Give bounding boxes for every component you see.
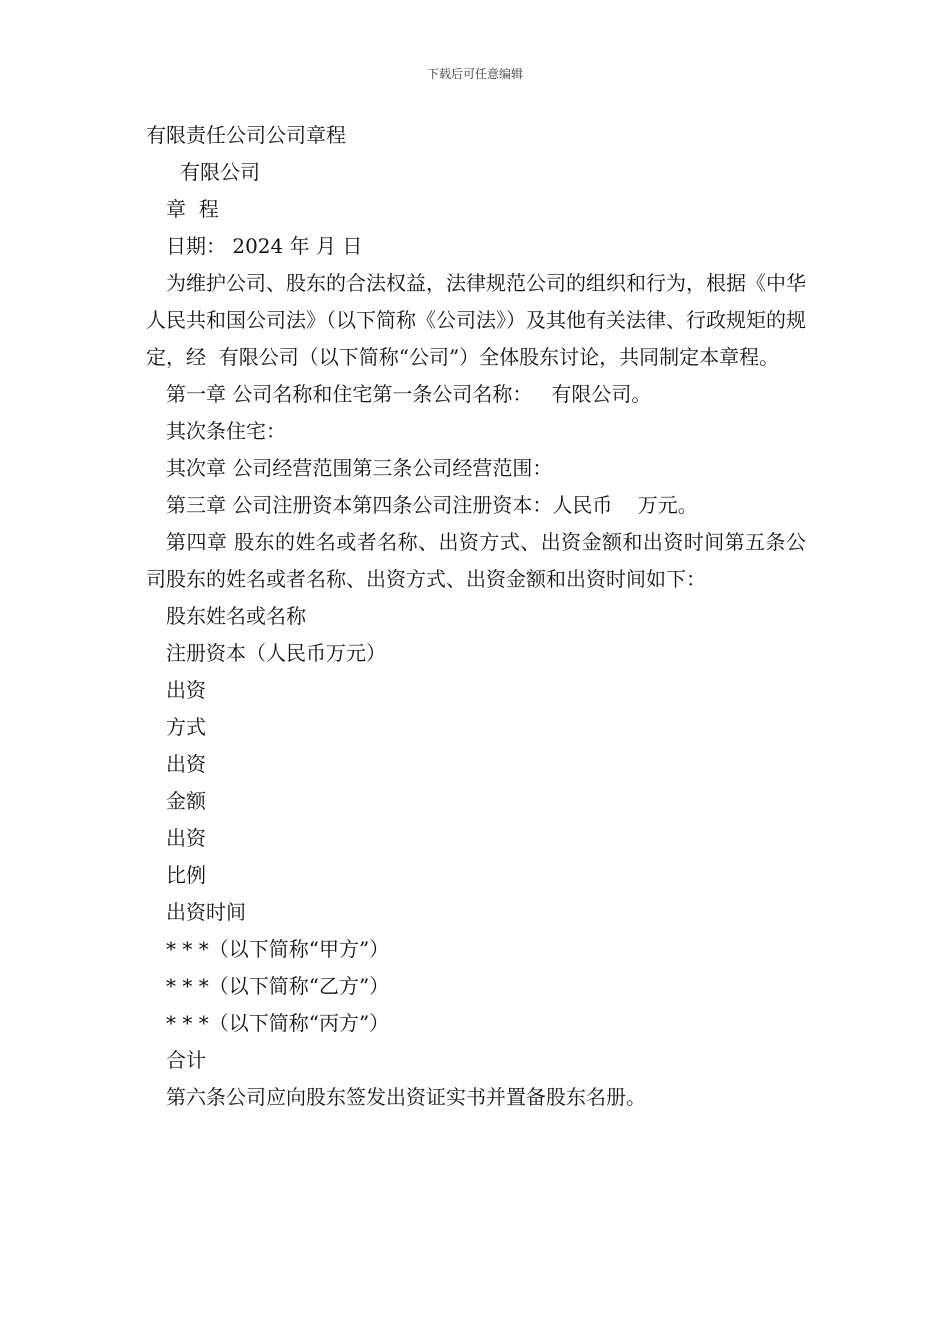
charter-heading: 章 程 <box>166 197 219 221</box>
chapter-1-line: 第一章 公司名称和住宅第一条公司名称： 有限公司。 <box>166 382 652 406</box>
table-line: 比例 <box>166 863 206 887</box>
document-title: 有限责任公司公司章程 <box>146 123 346 147</box>
table-line: 方式 <box>166 715 206 739</box>
shareholder-c-line: * * *（以下简称“丙方”） <box>166 1011 390 1035</box>
total-line: 合计 <box>166 1048 206 1072</box>
table-line: 股东姓名或名称 <box>166 604 306 628</box>
preamble-paragraph: 为维护公司、股东的合法权益，法律规范公司的组织和行为，根据《中华人民共和国公司法》（以下简称《公司法》）及其他有关法律、行政规矩的规定，经 有限公司（以下简称“公司”）全体股东讨论，共同制定本章程。 <box>146 271 806 369</box>
company-name-line: 有限公司 <box>180 160 260 184</box>
shareholder-b-line: * * *（以下简称“乙方”） <box>166 974 390 998</box>
table-line: 金额 <box>166 789 206 813</box>
table-line: 出资 <box>166 678 206 702</box>
chapter-2-line: 其次章 公司经营范围第三条公司经营范围： <box>166 456 553 480</box>
chapter-3-line: 第三章 公司注册资本第四条公司注册资本：人民币 万元。 <box>166 493 698 517</box>
table-line: 出资 <box>166 826 206 850</box>
article-2-line: 其次条住宅： <box>166 419 286 443</box>
table-line: 注册资本（人民币万元） <box>166 641 386 665</box>
date-line: 日期： 2024 年 月 日 <box>166 234 363 258</box>
table-line: 出资时间 <box>166 900 246 924</box>
document-body <box>146 117 806 1116</box>
chapter-4-paragraph: 第四章 股东的姓名或者名称、出资方式、出资金额和出资时间第五条公司股东的姓名或者名称、出资方式、出资金额和出资时间如下： <box>146 530 806 591</box>
article-6-line: 第六条公司应向股东签发出资证实书并置备股东名册。 <box>166 1085 646 1109</box>
table-line: 出资 <box>166 752 206 776</box>
shareholder-a-line: * * *（以下简称“甲方”） <box>166 937 390 961</box>
page-header-note: 下载后可任意编辑 <box>426 67 523 81</box>
